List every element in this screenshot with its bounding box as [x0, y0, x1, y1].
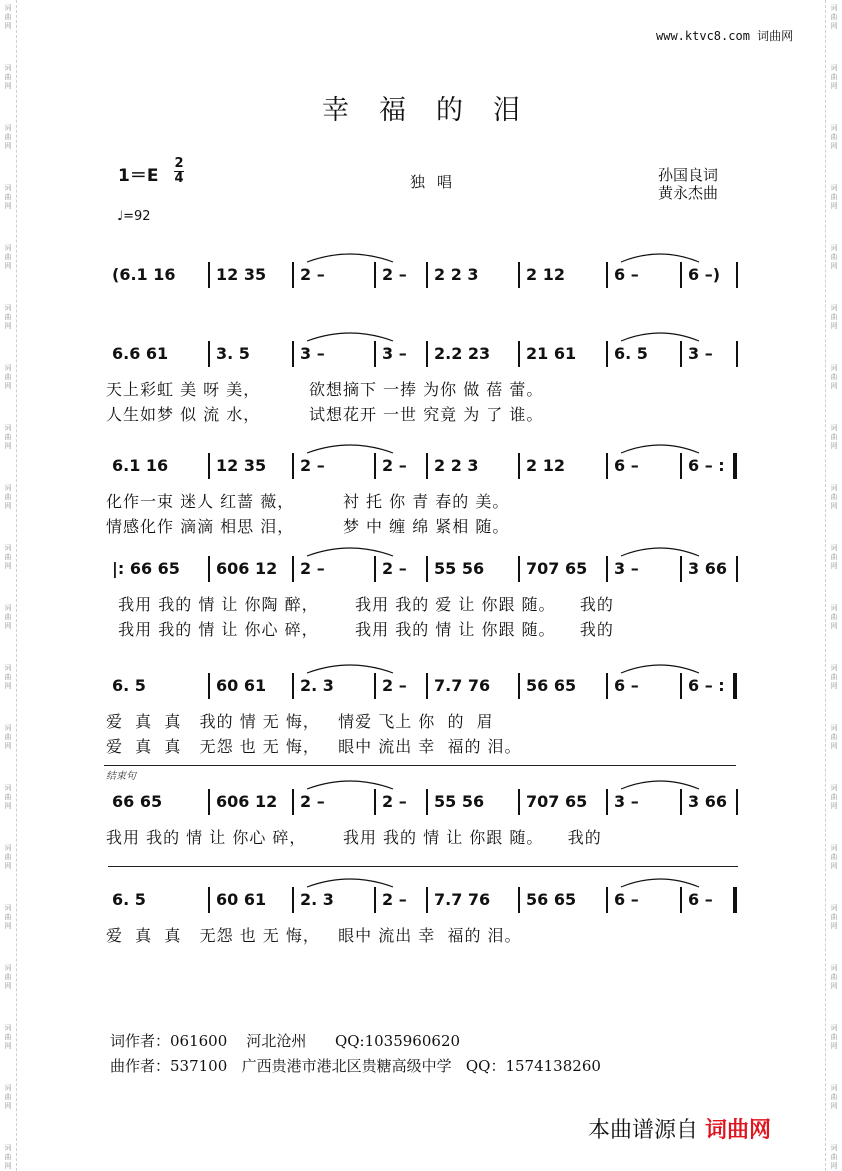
bar-line [736, 789, 738, 815]
watermark-glyph: 网 [4, 262, 12, 270]
bar-line [733, 673, 737, 699]
watermark-glyph: 曲 [830, 673, 838, 681]
lyricist-info: 词作者：061600 河北沧州 QQ:1035960620 [110, 1032, 461, 1050]
watermark-glyph: 词 [4, 364, 12, 372]
score-system [104, 556, 740, 646]
measure-notes: 6. 5 [614, 344, 648, 363]
bar-line [680, 887, 682, 913]
watermark-glyph: 词 [830, 604, 838, 612]
site-url-text[interactable]: www.ktvc8.com [656, 29, 750, 43]
watermark-glyph: 曲 [4, 493, 12, 501]
watermark-glyph: 网 [4, 562, 12, 570]
watermark-glyph: 曲 [4, 313, 12, 321]
watermark-glyph: 曲 [830, 1033, 838, 1041]
measure-notes: 2 – [300, 265, 325, 284]
watermark-glyph: 词 [4, 964, 12, 972]
lyric-line: 我用 我的 情 让 你陶 醉， 我用 我的 爱 让 你跟 随。 我的 [106, 595, 614, 614]
measure-notes: 2 2 3 [434, 456, 479, 475]
watermark-glyph: 曲 [4, 973, 12, 981]
bar-line [208, 262, 210, 288]
watermark-glyph: 曲 [4, 733, 12, 741]
lyric-line: 爱 真 真 我的 情 无 悔， 情爱 飞上 你 的 眉 [106, 712, 494, 731]
tie-slur [306, 661, 394, 675]
bar-line [518, 887, 520, 913]
watermark-glyph: 网 [830, 382, 838, 390]
watermark-glyph: 词 [830, 1024, 838, 1032]
watermark-glyph: 网 [4, 382, 12, 390]
right-watermark-strip [825, 0, 842, 1171]
brand-name[interactable]: 词曲网 [705, 1118, 772, 1143]
time-sig-bottom: 4 [174, 171, 184, 186]
measure-notes: 6 – [688, 890, 713, 909]
watermark-glyph: 曲 [4, 1093, 12, 1101]
watermark-glyph: 词 [830, 784, 838, 792]
measure-notes: 60 61 [216, 890, 267, 909]
bar-line [426, 556, 428, 582]
measure-notes: 6 – [614, 265, 639, 284]
bar-line [292, 556, 294, 582]
measure-notes: 2 – [300, 456, 325, 475]
bar-line [680, 673, 682, 699]
watermark-glyph: 词 [830, 844, 838, 852]
composer-credit: 黄永杰曲 [658, 184, 719, 202]
watermark-glyph: 网 [4, 862, 12, 870]
watermark-glyph: 网 [830, 82, 838, 90]
watermark-glyph: 网 [830, 742, 838, 750]
watermark-glyph: 词 [830, 304, 838, 312]
watermark-glyph: 曲 [4, 673, 12, 681]
lyric-line: 爱 真 真 无怨 也 无 悔， 眼中 流出 幸 福的 泪。 [106, 737, 522, 756]
watermark-glyph: 词 [4, 784, 12, 792]
bar-line [426, 262, 428, 288]
bar-line [374, 673, 376, 699]
watermark-glyph: 词 [830, 64, 838, 72]
bar-line [292, 262, 294, 288]
tempo-marking: ♩=92 [117, 209, 151, 224]
bar-line [208, 789, 210, 815]
bar-line [606, 341, 608, 367]
watermark-glyph: 曲 [830, 253, 838, 261]
watermark-glyph: 曲 [830, 133, 838, 141]
song-title: 幸福的泪 [322, 95, 550, 126]
bar-line [292, 453, 294, 479]
watermark-glyph: 词 [830, 484, 838, 492]
score-system [104, 673, 740, 763]
bar-line [518, 341, 520, 367]
measure-notes: 6 – [614, 676, 639, 695]
bar-line [606, 887, 608, 913]
bar-line [680, 453, 682, 479]
watermark-glyph: 词 [4, 844, 12, 852]
measure-notes: 3 – [688, 344, 713, 363]
score-system [104, 453, 740, 543]
bar-line [208, 556, 210, 582]
score-system [104, 341, 740, 431]
section-rule [104, 765, 736, 766]
watermark-glyph: 网 [830, 622, 838, 630]
watermark-glyph: 词 [4, 124, 12, 132]
watermark-glyph: 网 [4, 322, 12, 330]
measure-notes: 2 – [382, 792, 407, 811]
watermark-glyph: 曲 [4, 373, 12, 381]
lyric-line: 爱 真 真 无怨 也 无 悔， 眼中 流出 幸 福的 泪。 [106, 926, 522, 945]
measure-notes: 2. 3 [300, 676, 334, 695]
watermark-glyph: 词 [4, 1024, 12, 1032]
bar-line [680, 262, 682, 288]
watermark-glyph: 网 [4, 202, 12, 210]
measure-notes: 55 56 [434, 559, 485, 578]
watermark-glyph: 曲 [4, 13, 12, 21]
watermark-glyph: 曲 [830, 13, 838, 21]
measure-notes: 2 12 [526, 456, 565, 475]
watermark-glyph: 曲 [4, 433, 12, 441]
measure-notes: 6 – [614, 890, 639, 909]
watermark-glyph: 词 [4, 244, 12, 252]
watermark-glyph: 曲 [4, 913, 12, 921]
measure-notes: 6. 5 [112, 676, 146, 695]
watermark-glyph: 网 [4, 622, 12, 630]
tie-slur [620, 661, 700, 675]
measure-notes: |: 66 65 [112, 559, 180, 578]
lyric-line: 化作一束 迷人 红蔷 薇， 衬 托 你 青 春的 美。 [106, 492, 510, 511]
ending-label: 结束句 [106, 771, 136, 782]
watermark-glyph: 网 [4, 442, 12, 450]
bar-line [733, 453, 737, 479]
measure-notes: 7.7 76 [434, 890, 491, 909]
watermark-glyph: 词 [4, 424, 12, 432]
tie-slur [620, 875, 700, 889]
watermark-glyph: 词 [830, 184, 838, 192]
watermark-glyph: 网 [830, 322, 838, 330]
watermark-glyph: 网 [830, 922, 838, 930]
bar-line [208, 341, 210, 367]
bar-line [518, 453, 520, 479]
measure-notes: 21 61 [526, 344, 577, 363]
measure-notes: 2.2 23 [434, 344, 491, 363]
bar-line [518, 789, 520, 815]
measure-notes: 6 – : [688, 676, 725, 695]
watermark-glyph: 网 [830, 862, 838, 870]
system-rule [108, 866, 738, 867]
watermark-glyph: 网 [4, 802, 12, 810]
tie-slur [620, 250, 700, 264]
lyric-line: 情感化作 滴滴 相思 泪， 梦 中 缠 绵 紧相 随。 [106, 517, 510, 536]
watermark-glyph: 曲 [830, 73, 838, 81]
measure-notes: 56 65 [526, 890, 577, 909]
watermark-glyph: 词 [4, 604, 12, 612]
watermark-glyph: 网 [4, 742, 12, 750]
watermark-glyph: 词 [830, 4, 838, 12]
watermark-glyph: 词 [830, 964, 838, 972]
watermark-glyph: 曲 [830, 313, 838, 321]
watermark-glyph: 网 [4, 922, 12, 930]
measure-notes: 2 – [382, 890, 407, 909]
bar-line [426, 887, 428, 913]
bar-line [736, 262, 738, 288]
lyricist-credit: 孙国良词 [658, 166, 719, 184]
bar-line [374, 341, 376, 367]
bar-line [292, 887, 294, 913]
measure-notes: 2 – [300, 559, 325, 578]
tie-slur [306, 250, 394, 264]
watermark-glyph: 词 [4, 1144, 12, 1152]
bar-line [680, 341, 682, 367]
bar-line [680, 556, 682, 582]
watermark-glyph: 网 [830, 502, 838, 510]
lyric-line: 我用 我的 情 让 你心 碎， 我用 我的 情 让 你跟 随。 我的 [106, 620, 614, 639]
watermark-glyph: 词 [4, 544, 12, 552]
measure-notes: 6.6 61 [112, 344, 169, 363]
bar-line [292, 673, 294, 699]
watermark-glyph: 词 [4, 304, 12, 312]
score-system [104, 887, 740, 977]
watermark-glyph: 曲 [830, 613, 838, 621]
measure-notes: 3. 5 [216, 344, 250, 363]
performance-mode: 独唱 [410, 173, 465, 191]
watermark-glyph: 曲 [4, 253, 12, 261]
watermark-glyph: 曲 [830, 733, 838, 741]
tie-slur [306, 875, 394, 889]
measure-notes: 66 65 [112, 792, 163, 811]
bar-line [374, 556, 376, 582]
tie-slur [306, 777, 394, 791]
watermark-glyph: 词 [830, 364, 838, 372]
tie-slur [620, 441, 700, 455]
watermark-glyph: 词 [830, 1084, 838, 1092]
measure-notes: 6 – [614, 456, 639, 475]
bar-line [733, 887, 737, 913]
bar-line [606, 262, 608, 288]
watermark-glyph: 曲 [4, 1153, 12, 1161]
measure-notes: 3 66 [688, 792, 727, 811]
watermark-glyph: 网 [830, 22, 838, 30]
watermark-glyph: 词 [4, 724, 12, 732]
measure-notes: 6 –) [688, 265, 721, 284]
measure-notes: 2 2 3 [434, 265, 479, 284]
watermark-glyph: 网 [4, 982, 12, 990]
site-name[interactable]: 词曲网 [757, 29, 794, 43]
watermark-glyph: 词 [4, 4, 12, 12]
watermark-glyph: 网 [4, 82, 12, 90]
bar-line [292, 789, 294, 815]
notes-row [104, 789, 740, 815]
tie-slur [620, 777, 700, 791]
watermark-glyph: 曲 [830, 373, 838, 381]
bar-line [426, 673, 428, 699]
watermark-glyph: 网 [830, 442, 838, 450]
measure-notes: 3 – [614, 559, 639, 578]
watermark-glyph: 曲 [4, 73, 12, 81]
watermark-glyph: 网 [4, 1102, 12, 1110]
watermark-glyph: 曲 [830, 1093, 838, 1101]
measure-notes: 6. 5 [112, 890, 146, 909]
watermark-glyph: 词 [4, 664, 12, 672]
watermark-glyph: 网 [830, 1102, 838, 1110]
measure-notes: 3 – [614, 792, 639, 811]
watermark-glyph: 词 [4, 484, 12, 492]
key-signature: 1＝E [118, 166, 159, 186]
measure-notes: 606 12 [216, 792, 278, 811]
measure-notes: 707 65 [526, 559, 588, 578]
bar-line [426, 453, 428, 479]
bar-line [518, 673, 520, 699]
lyric-line: 天上彩虹 美 呀 美， 欲想摘下 一捧 为你 做 蓓 蕾。 [106, 380, 544, 399]
measure-notes: (6.1 16 [112, 265, 176, 284]
lyric-line: 我用 我的 情 让 你心 碎， 我用 我的 情 让 你跟 随。 我的 [106, 828, 602, 847]
time-sig-top: 2 [174, 156, 184, 171]
watermark-glyph: 网 [4, 502, 12, 510]
measure-notes: 2 – [382, 456, 407, 475]
notes-row [104, 887, 740, 913]
watermark-glyph: 网 [830, 562, 838, 570]
watermark-glyph: 词 [830, 124, 838, 132]
measure-notes: 2 – [382, 265, 407, 284]
measure-notes: 12 35 [216, 456, 267, 475]
tie-slur [620, 544, 700, 558]
watermark-glyph: 网 [830, 1042, 838, 1050]
watermark-glyph: 曲 [4, 133, 12, 141]
watermark-glyph: 曲 [830, 193, 838, 201]
watermark-glyph: 词 [830, 724, 838, 732]
watermark-glyph: 网 [4, 1162, 12, 1170]
bar-line [426, 341, 428, 367]
bar-line [374, 453, 376, 479]
watermark-glyph: 曲 [830, 913, 838, 921]
watermark-glyph: 曲 [830, 493, 838, 501]
watermark-glyph: 网 [830, 982, 838, 990]
watermark-glyph: 曲 [830, 1153, 838, 1161]
bar-line [208, 453, 210, 479]
watermark-glyph: 词 [4, 184, 12, 192]
measure-notes: 56 65 [526, 676, 577, 695]
time-signature [174, 157, 184, 186]
measure-notes: 2. 3 [300, 890, 334, 909]
watermark-glyph: 词 [4, 1084, 12, 1092]
composer-info: 曲作者：537100 广西贵港市港北区贵糖高级中学 QQ：1574138260 [110, 1057, 601, 1075]
watermark-glyph: 曲 [4, 1033, 12, 1041]
watermark-glyph: 网 [4, 142, 12, 150]
watermark-glyph: 曲 [830, 793, 838, 801]
watermark-glyph: 曲 [4, 793, 12, 801]
bar-line [606, 673, 608, 699]
measure-notes: 2 – [382, 559, 407, 578]
notes-row [104, 556, 740, 582]
tie-slur [306, 329, 394, 343]
measure-notes: 2 12 [526, 265, 565, 284]
bar-line [374, 789, 376, 815]
bar-line [208, 673, 210, 699]
bar-line [606, 453, 608, 479]
watermark-glyph: 网 [830, 262, 838, 270]
watermark-glyph: 词 [830, 1144, 838, 1152]
watermark-glyph: 词 [4, 904, 12, 912]
left-watermark-strip [0, 0, 17, 1171]
measure-notes: 3 – [300, 344, 325, 363]
watermark-glyph: 曲 [830, 973, 838, 981]
watermark-glyph: 词 [830, 244, 838, 252]
bar-line [736, 341, 738, 367]
tie-slur [620, 329, 700, 343]
bar-line [292, 341, 294, 367]
lyric-line: 人生如梦 似 流 水， 试想花开 一世 究竟 为 了 谁。 [106, 405, 544, 424]
bar-line [374, 262, 376, 288]
notes-row [104, 341, 740, 367]
watermark-glyph: 网 [4, 1042, 12, 1050]
watermark-glyph: 曲 [830, 553, 838, 561]
watermark-glyph: 网 [4, 682, 12, 690]
watermark-glyph: 词 [830, 664, 838, 672]
bar-line [426, 789, 428, 815]
watermark-glyph: 网 [830, 682, 838, 690]
watermark-glyph: 曲 [830, 433, 838, 441]
bar-line [208, 887, 210, 913]
measure-notes: 7.7 76 [434, 676, 491, 695]
watermark-glyph: 网 [4, 22, 12, 30]
bar-line [680, 789, 682, 815]
notes-row [104, 262, 740, 288]
measure-notes: 3 66 [688, 559, 727, 578]
watermark-glyph: 网 [830, 1162, 838, 1170]
measure-notes: 2 – [300, 792, 325, 811]
bar-line [518, 556, 520, 582]
watermark-glyph: 词 [4, 64, 12, 72]
tie-slur [306, 441, 394, 455]
site-url[interactable] [656, 27, 793, 44]
tie-slur [306, 544, 394, 558]
measure-notes: 55 56 [434, 792, 485, 811]
watermark-glyph: 曲 [4, 553, 12, 561]
watermark-glyph: 曲 [4, 193, 12, 201]
measure-notes: 12 35 [216, 265, 267, 284]
bar-line [374, 887, 376, 913]
measure-notes: 3 – [382, 344, 407, 363]
bar-line [736, 556, 738, 582]
watermark-glyph: 曲 [4, 613, 12, 621]
source-brand[interactable] [588, 1113, 771, 1144]
watermark-glyph: 网 [830, 202, 838, 210]
watermark-glyph: 网 [830, 802, 838, 810]
bar-line [606, 789, 608, 815]
notes-row [104, 453, 740, 479]
measure-notes: 60 61 [216, 676, 267, 695]
measure-notes: 6.1 16 [112, 456, 169, 475]
measure-notes: 6 – : [688, 456, 725, 475]
watermark-glyph: 曲 [4, 853, 12, 861]
brand-prefix: 本曲谱源自 [588, 1118, 699, 1143]
watermark-glyph: 曲 [830, 853, 838, 861]
watermark-glyph: 网 [830, 142, 838, 150]
bar-line [518, 262, 520, 288]
measure-notes: 606 12 [216, 559, 278, 578]
measure-notes: 707 65 [526, 792, 588, 811]
watermark-glyph: 词 [830, 424, 838, 432]
measure-notes: 2 – [382, 676, 407, 695]
notes-row [104, 673, 740, 699]
watermark-glyph: 词 [830, 904, 838, 912]
watermark-glyph: 词 [830, 544, 838, 552]
bar-line [606, 556, 608, 582]
